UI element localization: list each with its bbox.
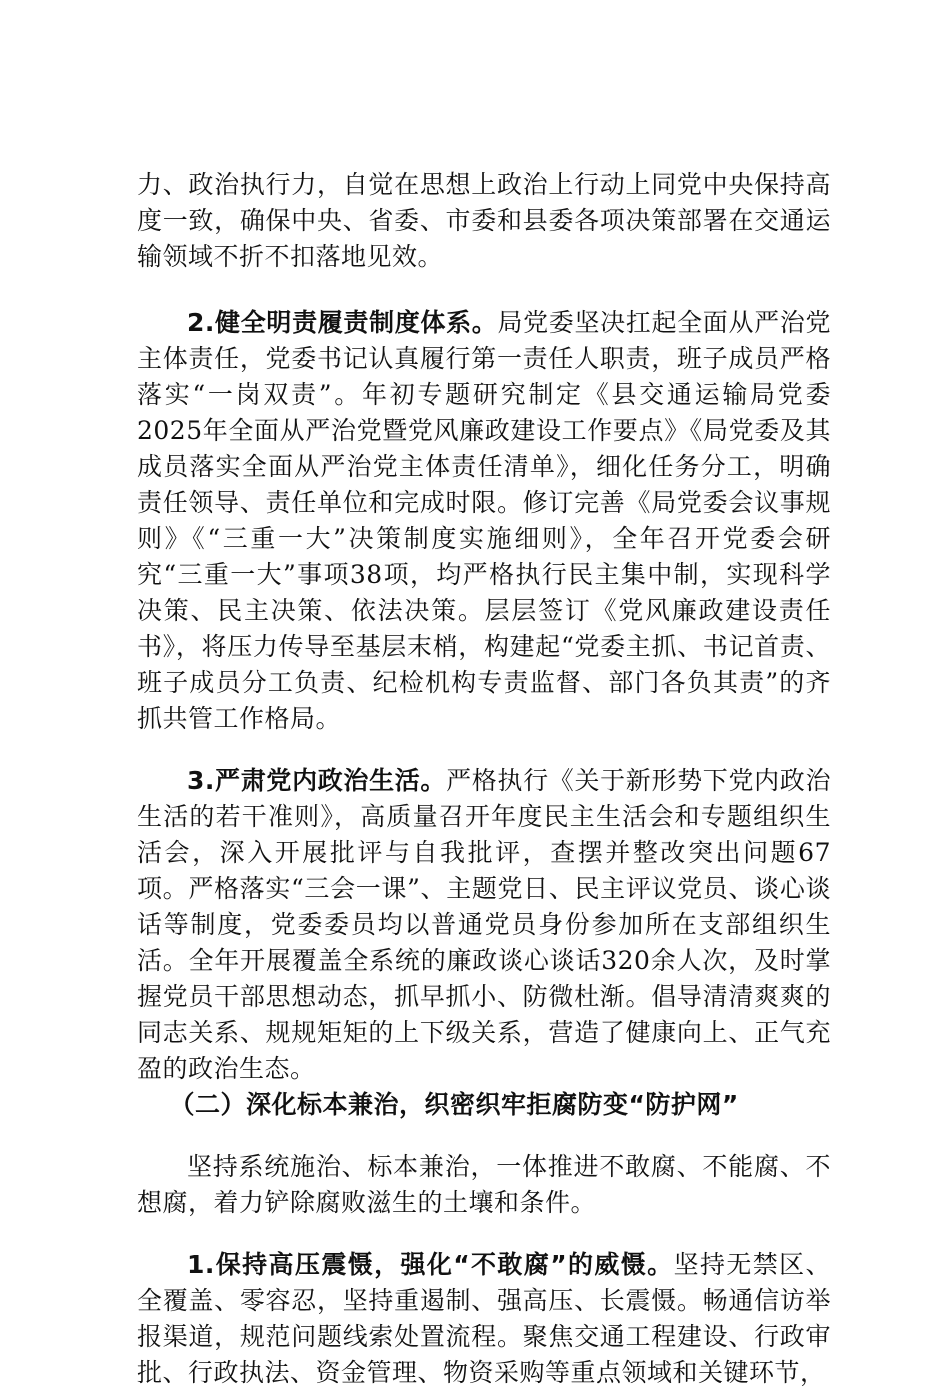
paragraph-lead: 2.健全明责履责制度体系。 bbox=[187, 308, 498, 337]
paragraph-section-intro bbox=[137, 1149, 831, 1221]
paragraph-lead: 1.保持高压震慑，强化“不敢腐”的威慑。 bbox=[187, 1250, 674, 1279]
section-heading: （二）深化标本兼治，织密织牢拒腐防变“防护网” bbox=[169, 1090, 739, 1119]
paragraph-text: 坚持无禁区、全覆盖、零容忍，坚持重遏制、强高压、长震慑。畅通信访举报渠道，规范问题线索处置流程。聚焦交通工程建设、行政审批、行政执法、资金管理、物资采购等重点领域和关键环节， bbox=[137, 1250, 831, 1387]
paragraph-political-life bbox=[137, 763, 831, 1087]
paragraph-text: 局党委坚决扛起全面从严治党主体责任，党委书记认真履行第一责任人职责，班子成员严格落实“一岗双责”。年初专题研究制定《县交通运输局党委2025年全面从严治党暨党风廉政建设工作要点》《局党委及其成员落实全面从严治党主体责任清单》，细化任务分工，明确责任领导、责任单位和完成时限。修订完善《局党委会议事规则》《“三重一大”决策制度实施细则》，全年召开党委会研究“三重一大”事项38项，均严格执行民主集中制，实现科学决策、民主决策、依法决策。层层签订《党风廉政建设责任书》，将压力传导至基层末梢，构建起“党委主抓、书记首责、班子成员分工负责、纪检机构专责监督、部门各负其责”的齐抓共管工作格局。 bbox=[137, 308, 831, 733]
paragraph-lead: 3.严肃党内政治生活。 bbox=[187, 766, 447, 795]
paragraph-text: 坚持系统施治、标本兼治，一体推进不敢腐、不能腐、不想腐，着力铲除腐败滋生的土壤和条件。 bbox=[137, 1152, 831, 1217]
paragraph-text: 力、政治执行力，自觉在思想上政治上行动上同党中央保持高度一致，确保中央、省委、市委和县委各项决策部署在交通运输领域不折不扣落地见效。 bbox=[137, 170, 831, 271]
paragraph-text: 严格执行《关于新形势下党内政治生活的若干准则》，高质量召开年度民主生活会和专题组织生活会，深入开展批评与自我批评，查摆并整改突出问题67项。严格落实“三会一课”、主题党日、民主评议党员、谈心谈话等制度，党委委员均以普通党员身份参加所在支部组织生活。全年开展覆盖全系统的廉政谈心谈话320余人次，及时掌握党员干部思想动态，抓早抓小、防微杜渐。倡导清清爽爽的同志关系、规规矩矩的上下级关系，营造了健康向上、正气充盈的政治生态。 bbox=[137, 766, 831, 1083]
paragraph-continuation bbox=[137, 167, 831, 275]
paragraph-high-pressure bbox=[137, 1247, 831, 1391]
document-body bbox=[137, 167, 831, 1391]
paragraph-responsibility-system bbox=[137, 305, 831, 737]
